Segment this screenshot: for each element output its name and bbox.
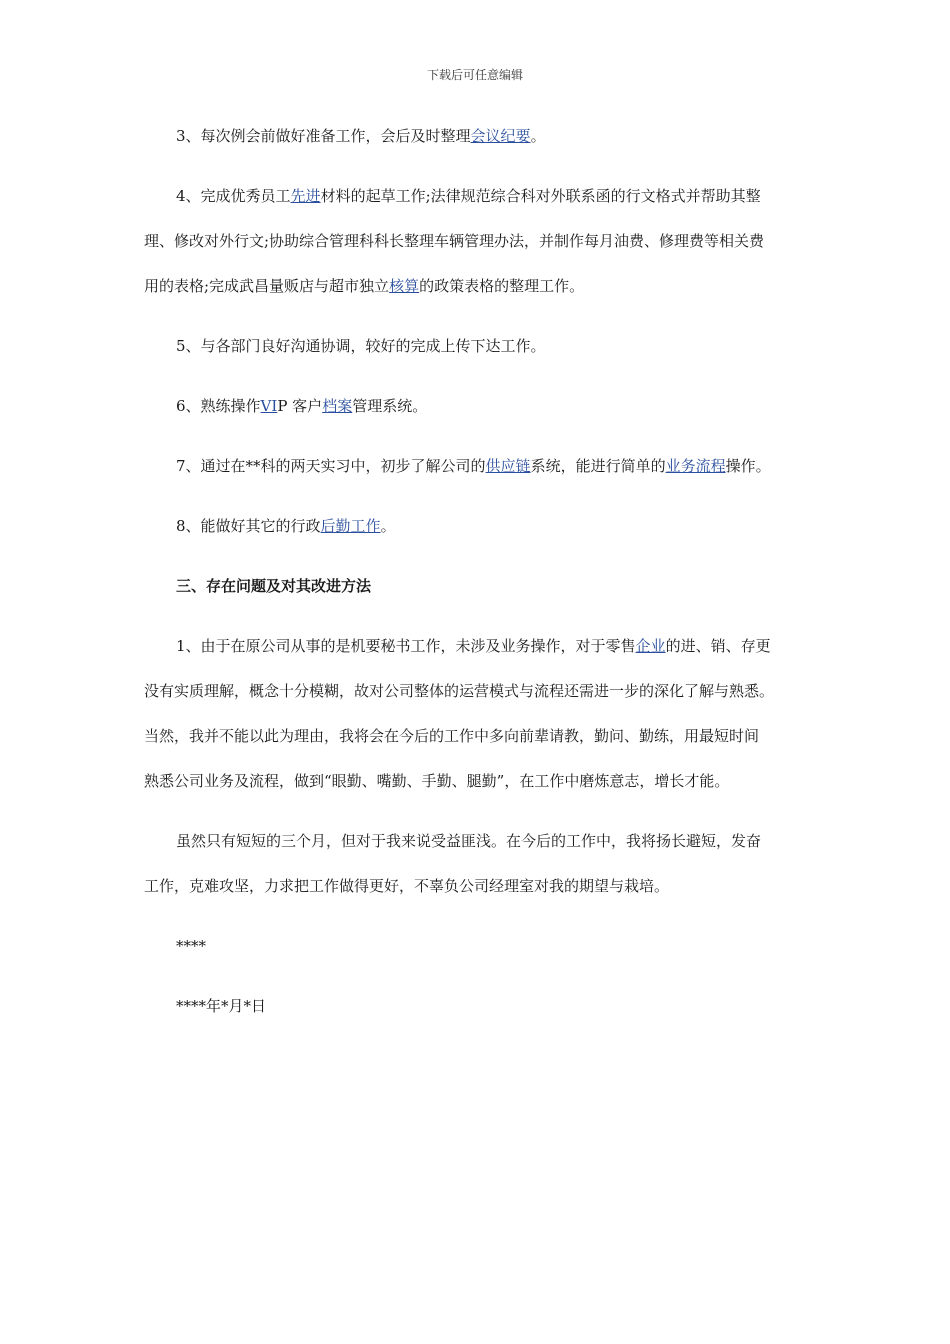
- problem-1-text-a: 1、由于在原公司从事的是机要秘书工作，未涉及业务操作，对于零售: [176, 637, 636, 655]
- item-3: [176, 126, 546, 146]
- problem-1-line-2: 没有实质理解，概念十分模糊，故对公司整体的运营模式与流程还需进一步的深化了解与熟悉。: [144, 682, 775, 700]
- item-6-text-a: 6、熟练操作: [176, 397, 261, 415]
- item-4-text-d: 的政策表格的整理工作。: [419, 277, 585, 295]
- item-4-line-2: 理、修改对外行文;协助综合管理科科长整理车辆管理办法，并制作每月油费、修理费等相关费: [144, 232, 765, 250]
- page-header: 下载后可任意编辑: [426, 68, 523, 82]
- link-business-process[interactable]: 业务流程: [665, 457, 726, 475]
- item-7-text-c: 操作。: [725, 457, 771, 475]
- signature-name: ****: [176, 937, 206, 955]
- link-archive[interactable]: 档案: [322, 397, 353, 415]
- closing-line-1: 虽然只有短短的三个月，但对于我来说受益匪浅。在今后的工作中，我将扬长避短，发奋: [176, 832, 762, 850]
- item-4-line-1: [176, 186, 761, 206]
- item-3-end: 。: [530, 127, 546, 145]
- item-7-text-b: 系统，能进行简单的: [530, 457, 666, 475]
- signature-date: ****年*月*日: [176, 997, 267, 1015]
- link-meeting-minutes[interactable]: 会议纪要: [470, 127, 531, 145]
- problem-1-text-b: 的进、销、存更: [665, 637, 771, 655]
- item-8: [176, 516, 396, 536]
- link-supply-chain[interactable]: 供应链: [485, 457, 531, 475]
- link-advanced[interactable]: 先进: [290, 187, 321, 205]
- item-3-text: 3、每次例会前做好准备工作，会后及时整理: [176, 127, 471, 145]
- item-6-text-c: 管理系统。: [352, 397, 428, 415]
- item-6-text-b: P 客户: [277, 397, 323, 415]
- item-4-text-b: 材料的起草工作;法律规范综合科对外联系函的行文格式并帮助其整: [320, 187, 761, 205]
- problem-1-line-4: 熟悉公司业务及流程，做到“眼勤、嘴勤、手勤、腿勤”，在工作中磨炼意志，增长才能。: [144, 772, 730, 790]
- link-vip[interactable]: VI: [260, 397, 278, 415]
- item-7: [176, 456, 771, 476]
- item-6: [176, 396, 427, 416]
- item-7-text-a: 7、通过在**科的两天实习中，初步了解公司的: [176, 457, 486, 475]
- item-8-text-b: 。: [380, 517, 396, 535]
- item-4-text-c: 用的表格;完成武昌量贩店与超市独立: [144, 277, 390, 295]
- section-heading: 三、存在问题及对其改进方法: [176, 577, 372, 595]
- item-4-line-3: [144, 276, 584, 296]
- closing-line-2: 工作，克难攻坚，力求把工作做得更好，不辜负公司经理室对我的期望与栽培。: [144, 877, 670, 895]
- item-5: 5、与各部门良好沟通协调，较好的完成上传下达工作。: [176, 337, 546, 355]
- problem-1-line-3: 当然，我并不能以此为理由，我将会在今后的工作中多向前辈请教，勤问、勤练，用最短时间: [144, 727, 760, 745]
- item-4-text-a: 4、完成优秀员工: [176, 187, 291, 205]
- item-8-text-a: 8、能做好其它的行政: [176, 517, 321, 535]
- link-enterprise[interactable]: 企业: [635, 637, 666, 655]
- link-logistics[interactable]: 后勤工作: [320, 517, 381, 535]
- link-accounting[interactable]: 核算: [389, 277, 420, 295]
- problem-1-line-1: [176, 636, 771, 656]
